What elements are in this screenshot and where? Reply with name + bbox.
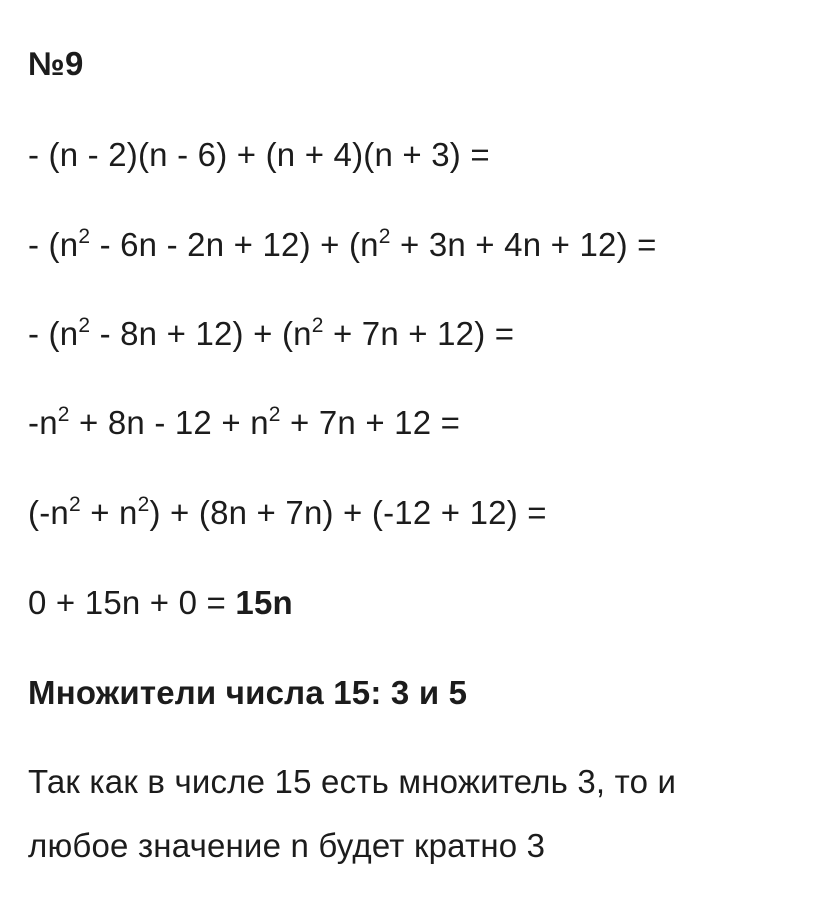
conclusion-line-2: любое значение n будет кратно 3 — [28, 827, 546, 864]
step-3 — [28, 314, 514, 354]
step-1 — [28, 135, 490, 175]
factors-heading: Множители числа 15: 3 и 5 — [28, 674, 468, 711]
exponent: 2 — [57, 402, 70, 426]
step-text: 0 + 15n + 0 = — [28, 584, 236, 621]
exponent: 2 — [311, 313, 324, 337]
final-result: 15n — [235, 584, 293, 621]
step-text: ) + (8n + 7n) + (-12 + 12) = — [149, 494, 547, 531]
problem-number: №9 — [28, 45, 84, 82]
step-text: + 7n + 12 = — [280, 404, 461, 441]
step-text: + 7n + 12) = — [323, 315, 515, 352]
step-text: + n — [80, 494, 138, 531]
step-text: + 8n - 12 + n — [69, 404, 269, 441]
exponent: 2 — [268, 402, 281, 426]
step-text: (-n — [28, 494, 69, 531]
step-text: - (n — [28, 226, 79, 263]
exponent: 2 — [78, 224, 91, 248]
exponent: 2 — [137, 492, 150, 516]
conclusion-line-1: Так как в числе 15 есть множитель 3, то и — [28, 763, 677, 800]
step-5 — [28, 493, 547, 533]
step-1-text: - (n - 2)(n - 6) + (n + 4)(n + 3) = — [28, 136, 490, 173]
step-6 — [28, 583, 293, 623]
step-text: + 3n + 4n + 12) = — [390, 226, 657, 263]
step-text: -n — [28, 404, 58, 441]
exponent: 2 — [68, 492, 81, 516]
step-2 — [28, 225, 657, 265]
step-text: - 6n - 2n + 12) + (n — [90, 226, 379, 263]
step-4 — [28, 403, 460, 443]
step-text: - 8n + 12) + (n — [90, 315, 312, 352]
exponent: 2 — [78, 313, 91, 337]
exponent: 2 — [378, 224, 391, 248]
step-text: - (n — [28, 315, 79, 352]
